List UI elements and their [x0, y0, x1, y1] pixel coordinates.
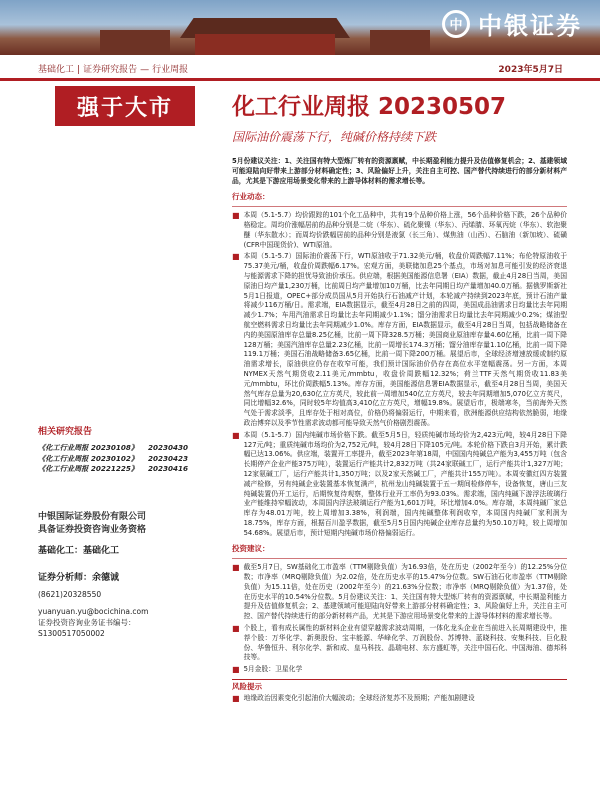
related-heading: 相关研究报告 — [38, 427, 93, 437]
related-code: 20230416 — [147, 464, 188, 473]
palace-roof-right — [370, 30, 430, 55]
section-divider — [232, 558, 567, 559]
bullet-item — [232, 665, 567, 675]
bullet-item — [232, 694, 567, 704]
palace-wall — [195, 34, 335, 55]
logo-text: 中银证券 — [478, 12, 582, 40]
bullet-text: 地缘政治因素变化引起油价大幅波动；全球经济复苏不及预期；产能加剧建设 — [243, 693, 475, 702]
related-code: 20230430 — [147, 443, 188, 452]
report-body — [232, 157, 567, 704]
breadcrumb: 基础化工 | 证券研究报告 — 行业周报 — [38, 64, 189, 75]
report-title: 化工行业周报 20230507 — [232, 94, 507, 120]
org-line: 具备证券投资咨询业务资格 — [38, 524, 147, 535]
analyst-cert: 证券投资咨询业务证书编号：S1300517050002 — [38, 617, 136, 638]
sector-label: 基础化工：基础化工 — [38, 545, 120, 556]
bullet-icon: ■ — [232, 211, 240, 221]
analyst-name: 证券分析师：余德诚 — [38, 572, 120, 583]
org-name — [38, 511, 188, 537]
section-heading-investment: 投资建议： — [232, 544, 270, 554]
related-title: 《化工行业周报 20230102》 — [38, 453, 139, 463]
bullet-item — [232, 211, 567, 250]
related-code: 20230423 — [147, 453, 188, 463]
bullet-text: 本周（5.1-5.7）均价跟踪的101个化工品种中，共有19个品种价格上涨，56个品种价格下跌，26个品种价格稳定。周均价涨幅居前的品种分别是二烷（华东）、硫化聚镍（华东）、丙烯腈、环氧丙烷（华东）、软泡聚醚（华东散水）；而周均价跌幅居前的品种分别是液氯（长三角）、煤焦油（山西）、石脑油（新加坡）、硫磺(CFR中国现货价)、WTI原油。 — [243, 211, 567, 249]
bullet-icon: ■ — [232, 430, 240, 440]
summary-paragraph: 5月份建议关注：1、关注国有特大型炼厂转有的资源禀赋，中长期盈利能力提升及估值修复机会；2、基建领域可能迎陆向好带来上游部分材料确定性；3、风险偏好上升，关注自主可控、国产替代持续进行的部分新材料产品，尤其是下游应用场景变化带来的上游导体材料的需求增长等。 — [232, 157, 567, 185]
analyst-email[interactable]: yuanyuan.yu@bocichina.com — [38, 606, 149, 616]
related-title: 《化工行业周报 20230108》 — [38, 443, 139, 452]
bullet-text: 5月金股：卫星化学 — [243, 665, 303, 674]
bullet-item — [232, 431, 567, 539]
sidebar — [38, 424, 188, 639]
bullet-icon: ■ — [232, 665, 240, 675]
bocichina-logo — [442, 6, 582, 41]
breadcrumb-item: 基础化工 — [38, 64, 75, 75]
org-line: 中银国际证券股份有限公司 — [38, 511, 147, 522]
related-report[interactable] — [38, 443, 188, 454]
rating-badge: 强于大市 — [55, 86, 195, 126]
related-report[interactable] — [38, 464, 188, 475]
bullet-icon: ■ — [232, 563, 240, 573]
related-title: 《化工行业周报 20221225》 — [38, 464, 139, 473]
bullet-icon: ■ — [232, 693, 240, 703]
bullet-text: 个股上，看有成长属性的新材料企业有望穿越需求波动周期，一体化龙头企业在当前进入长周期建设中，推荐个股：万华化学、新奥股份、宝丰能源、华峰化学、万润股份、苏博特、蓝晓科技、安集科技、巨化股份、华鲁恒升、利尔化学、新和成、皇马科技、晶瑞电材、东方盛虹等，关注中国石化、中国海油、德邦科技等。 — [243, 624, 567, 662]
breadcrumb-item: 行业周报 — [152, 64, 189, 75]
report-subtitle: 国际油价震荡下行，纯碱价格持续下跌 — [232, 130, 437, 144]
analyst-phone: (8621)20328550 — [38, 589, 102, 599]
risk-section — [232, 679, 567, 704]
header-divider — [0, 78, 600, 81]
bullet-item — [232, 563, 567, 622]
bullet-text: 本周（5.1-5.7）国内纯碱市场价格下跌。截至5月5日，轻质纯碱市场均价为2,423元/吨，较4月28日下降127元/吨；重质纯碱市场均价为2,752元/吨，较4月28日下降105元/吨。本轮价格下跌自3月开始，累计跌幅已达13.06%。供应端，装置开工率提升，截至2023年第18周，中国国内纯碱总产能为3,455万吨（包含长期停产企业产能375万吨），装置运行产能共计2,832万吨（共24家联碱工厂，运行产能共计1,327万吨；12家氨碱工厂，运行产能共计1,350万吨；以及2家天然碱工厂，产能共计155万吨）。本周安徽红四方装置减产检修，另有纯碱企业装置基本恢复满产，杭州龙山纯碱装置于五一期间检修停车，设备恢复，唐山三友纯碱装置仍开工运行，后期恢复待观察，整体行业开工率仍为93.03%。需求端，国内纯碱下游浮法玻璃行业产能维持窄幅波动，本周国内浮法玻璃运行产能为1,601万吨，环比增加4.0%。库存端，本周纯碱厂家总库存为48.01万吨，较上周增加3.38%，利润端，国内纯碱整体利润收窄，本周国内纯碱厂家利润为18.75%，库存方面，根据百川盈孚数据，截至5月5日国内纯碱企业库存总量约为50.10万吨，较上周增加54.68%。展望后市，预计短期内纯碱市场价格偏弱运行。 — [243, 430, 567, 537]
palace-roof-left — [100, 30, 170, 55]
section-divider — [232, 206, 567, 207]
breadcrumb-item: 证券研究报告 — [83, 64, 138, 75]
subheader — [38, 60, 563, 76]
bullet-text: 截至5月7日，SW基础化工市盈率（TTM剔除负值）为16.93倍，处在历史（2002年至今）的12.25%分位数；市净率（MRQ剔除负值）为2.02倍，处在历史水平的15.47%分位数。SW石油石化市盈率（TTM剔除负值）为15.11倍，处在历史（2002年至今）的21.63%分位数；市净率（MRQ剔除负值）为1.37倍，处在历史水平的10.54%分位数。5月份建议关注：1、关注国有特大型炼厂转有的资源禀赋，中长期盈利能力提升及估值修复机会；2、基建领域可能迎陆向好带来上游部分材料确定性；3、风险偏好上升，关注自主可控、国产替代持续进行的部分新材料产品，尤其是下游应用场景变化带来的上游导体材料的需求增长等。 — [243, 563, 567, 621]
logo-icon: 中 — [442, 10, 470, 38]
report-date: 2023年5月7日 — [498, 64, 563, 75]
section-heading-industry: 行业动态： — [232, 192, 270, 202]
header-banner — [0, 0, 600, 55]
bullet-item — [232, 624, 567, 663]
bullet-item — [232, 252, 567, 428]
section-heading-risk: 风险提示 — [232, 682, 262, 692]
bullet-icon: ■ — [232, 252, 240, 262]
bullet-text: 本周（5.1-5.7）国际油价震荡下行，WTI原油收于71.32美元/桶，收盘价周跌幅7.11%；布伦特原油收于75.37美元/桶，收盘价周跌幅6.17%。宏观方面，美联储加息25个基点，市场对加息可能引发的经济衰退与能源需求下降的担忧导致油价承压。供应端，根据美国能源信息署（EIA）数据，截止4月28日当周，美国原油日均产量1,230万桶，比前周日均产量增加10万桶，比去年同期日均产量增加40.0万桶。据俄罗斯新社5月1日报道，OPEC+部分成员国从5月开始执行石油减产计划，本轮减产持续到2023年底，预计石油产量将减少116万桶/日。需求端，EIA数据显示，截至4月28日之前的四周，美国成品油需求日均量比去年同期减少1.7%；车用汽油需求日均量比去年同期减少1.1%；馏分油需求日均量比去年同期减少0.2%；煤油型航空燃料需求日均量比去年同期减少1.0%。库存方面，EIA数据显示，截至4月28日当周，包括战略储备在内的美国原油库存总量8.25亿桶，比前一周下降328.5万桶；美国商业原油库存量4.60亿桶，比前一周下降128万桶；美国汽油库存总量2.23亿桶，比前一周增长174.3万桶；馏分油库存量1.10亿桶，比前一周下降119.1万桶；美国石油战略储备3.65亿桶，比前一周下降200万桶。展望后市，全球经济增速放缓或制约原油需求增长，原油供应仍存在收窄可能，我们预计国际油价仍存在高位水平宽幅震荡。另一方面，本周NYMEX天然气期货收2.11美元/mmbtu，收盘价周跌幅12.32%；荷兰TTF天然气期货收11.83美元/mmbtu，环比价周跌幅5.13%。库存方面，美国能源信息署EIA数据显示，截至4月28日当周，美国天然气库存总量为20,630亿立方英尺，较此前一周增加540亿立方英尺，较去年同期增加5,070亿立方英尺，同比增幅32.6%，同时较5年均值高3,410亿立方英尺，增幅19.8%。展望后市，极端寒冬，当前海外天然气处于需求淡季，且库存处于相对高位，价格仍将偏弱运行，中期来看，欧洲能源供应结构依然脆弱，地缘政治博弈以及季节性需求波动都可能导致天然气价格剧烈震荡。 — [243, 252, 567, 427]
related-report[interactable] — [38, 454, 188, 465]
bullet-icon: ■ — [232, 624, 240, 634]
